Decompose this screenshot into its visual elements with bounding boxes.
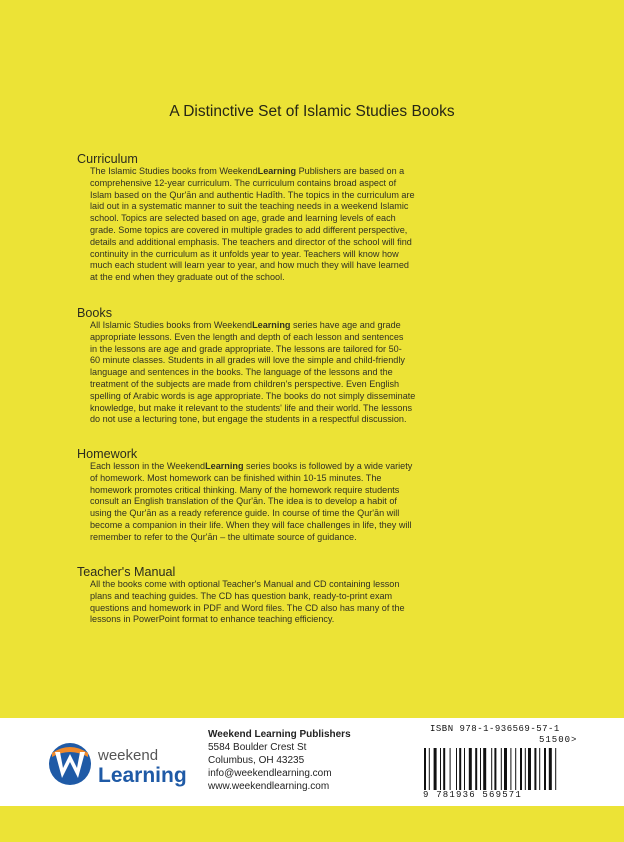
barcode-bar xyxy=(534,748,536,790)
section-heading: Curriculum xyxy=(77,152,138,166)
body-line: at the end when they graduate out of the school. xyxy=(90,272,285,283)
barcode-bar xyxy=(483,748,486,790)
barcode-bar xyxy=(469,748,472,790)
body-line: laid out in a systematic manner to suit the teaching needs in a weekend Islamic xyxy=(90,201,409,212)
body-line: treatment of the subjects are made from children's perspective. Even English xyxy=(90,378,400,389)
body-line: appropriate lessons. Even the length and depth of each lesson and sentences xyxy=(90,331,404,342)
body-line: language and sentences in the books. The language of the lessons and the xyxy=(90,367,393,378)
barcode-bar xyxy=(501,748,502,790)
body-line: remember to refer to the Qur'ān – the ultimate source of guidance. xyxy=(90,531,357,542)
barcode-bar xyxy=(504,748,507,790)
body-line: The Islamic Studies books from WeekendLearning Publishers are based on a xyxy=(90,166,405,176)
body-line: All the books come with optional Teacher's Manual and CD containing lesson xyxy=(90,579,400,589)
body-line: continuity in the curriculum as it unfolds year to year. Teachers will know how xyxy=(90,248,399,259)
barcode-bar xyxy=(464,748,465,790)
price-code: 51500> xyxy=(539,735,578,745)
body-line: grade. Some topics are covered in multiple grades to add different perspective, xyxy=(90,224,408,235)
section-heading: Homework xyxy=(77,447,138,461)
publisher-info xyxy=(208,728,351,793)
body-line: do not use a lecturing tone, but engage the students in a respectful discussion. xyxy=(90,414,407,425)
barcode-bar xyxy=(525,748,526,790)
body-line: questions and homework in PDF and Word files. The CD also has many of the xyxy=(90,602,405,613)
barcode-bar xyxy=(515,748,516,790)
publisher-address-line1: 5584 Boulder Crest St xyxy=(208,742,307,753)
publisher-website: www.weekendlearning.com xyxy=(208,781,330,792)
page-title: A Distinctive Set of Islamic Studies Books xyxy=(169,103,455,120)
barcode xyxy=(421,724,587,804)
body-line: much each student will learn year to year, and how much they will have learned xyxy=(90,260,409,271)
body-line: become a companion in their life. When they will face challenges in life, they will xyxy=(90,519,412,530)
barcode-bar xyxy=(549,748,552,790)
barcode-bar xyxy=(424,748,426,790)
barcode-bar xyxy=(491,748,492,790)
barcode-bar xyxy=(456,748,457,790)
footer-band xyxy=(0,718,624,806)
body-line: homework promotes critical thinking. Many of the homework require students xyxy=(90,484,400,495)
body-line: spelling of Arabic words is age appropriate. The books do not simply disseminate xyxy=(90,390,416,401)
barcode-bar xyxy=(480,748,481,790)
barcode-bar xyxy=(555,748,556,790)
publisher-logo xyxy=(48,738,198,790)
barcode-bar xyxy=(450,748,451,790)
section-heading: Teacher's Manual xyxy=(77,565,176,579)
isbn-text: ISBN 978-1-936569-57-1 xyxy=(430,724,560,734)
barcode-digits: 9 781936 569571 xyxy=(423,790,523,800)
body-line: details and additional emphasis. The teachers and director of the school will find xyxy=(90,236,412,247)
barcode-bar xyxy=(544,748,546,790)
brand-bold-text: Learning xyxy=(252,320,291,330)
barcode-bar xyxy=(459,748,461,790)
body-line: in the lessons are age and grade appropriate. The lessons are tailored for 50- xyxy=(90,343,402,354)
barcode-bar xyxy=(539,748,540,790)
body-line: 60 minute classes. Students in all grades will love the simple and child-friendly xyxy=(90,355,405,366)
body-line: consult an English translation of the Qur'ān. The idea is to develop a habit of xyxy=(90,496,397,507)
section-homework xyxy=(77,447,547,544)
body-line: of homework. Most homework can be finished within 10-15 minutes. The xyxy=(90,472,382,483)
section-teachers-manual xyxy=(77,565,547,626)
body-line: comprehensive 12-year curriculum. The curriculum contains broad aspect of xyxy=(90,177,397,188)
body-line: plans and teaching guides. The CD has question bank, ready-to-print exam xyxy=(90,590,393,601)
barcode-bars xyxy=(424,748,586,790)
section-heading: Books xyxy=(77,306,113,320)
publisher-address-line2: Columbus, OH 43235 xyxy=(208,755,305,766)
barcode-bar xyxy=(510,748,511,790)
body-line: Islam based on the Qur'ān and authentic Hadīth. The topics in the curriculum are xyxy=(90,189,415,200)
w-circle-logo-icon xyxy=(48,738,198,790)
body-line: using the Qur'ān as a ready reference guide. In course of time the Qur'ān will xyxy=(90,508,400,519)
body-line: school. Topics are selected based on age, grade and learning levels of each xyxy=(90,213,396,224)
section-body xyxy=(77,579,547,626)
section-body xyxy=(77,461,547,544)
body-line: Each lesson in the WeekendLearning series books is followed by a wide variety xyxy=(90,461,413,471)
barcode-bar xyxy=(440,748,441,790)
body-line: knowledge, but make it relevant to the students' life and their world. The lessons xyxy=(90,402,413,413)
barcode-bar xyxy=(443,748,445,790)
barcode-bar xyxy=(475,748,477,790)
barcode-bar xyxy=(434,748,437,790)
barcode-bar xyxy=(528,748,531,790)
brand-bold-text: Learning xyxy=(257,166,297,176)
logo-word-learning: Learning xyxy=(98,764,187,787)
brand-bold-text: Learning xyxy=(205,461,244,471)
body-line: lessons in PowerPoint format to enhance teaching efficiency. xyxy=(90,614,335,625)
barcode-bar xyxy=(520,748,522,790)
section-body xyxy=(77,320,547,426)
barcode-bar xyxy=(494,748,496,790)
section-curriculum xyxy=(77,152,547,284)
section-body xyxy=(77,166,547,284)
body-line: All Islamic Studies books from WeekendLearning series have age and grade xyxy=(90,320,401,330)
barcode-bar xyxy=(429,748,430,790)
logo-word-weekend: weekend xyxy=(98,747,159,764)
publisher-name: Weekend Learning Publishers xyxy=(208,729,351,740)
publisher-email: info@weekendlearning.com xyxy=(208,768,332,779)
section-books xyxy=(77,306,547,426)
